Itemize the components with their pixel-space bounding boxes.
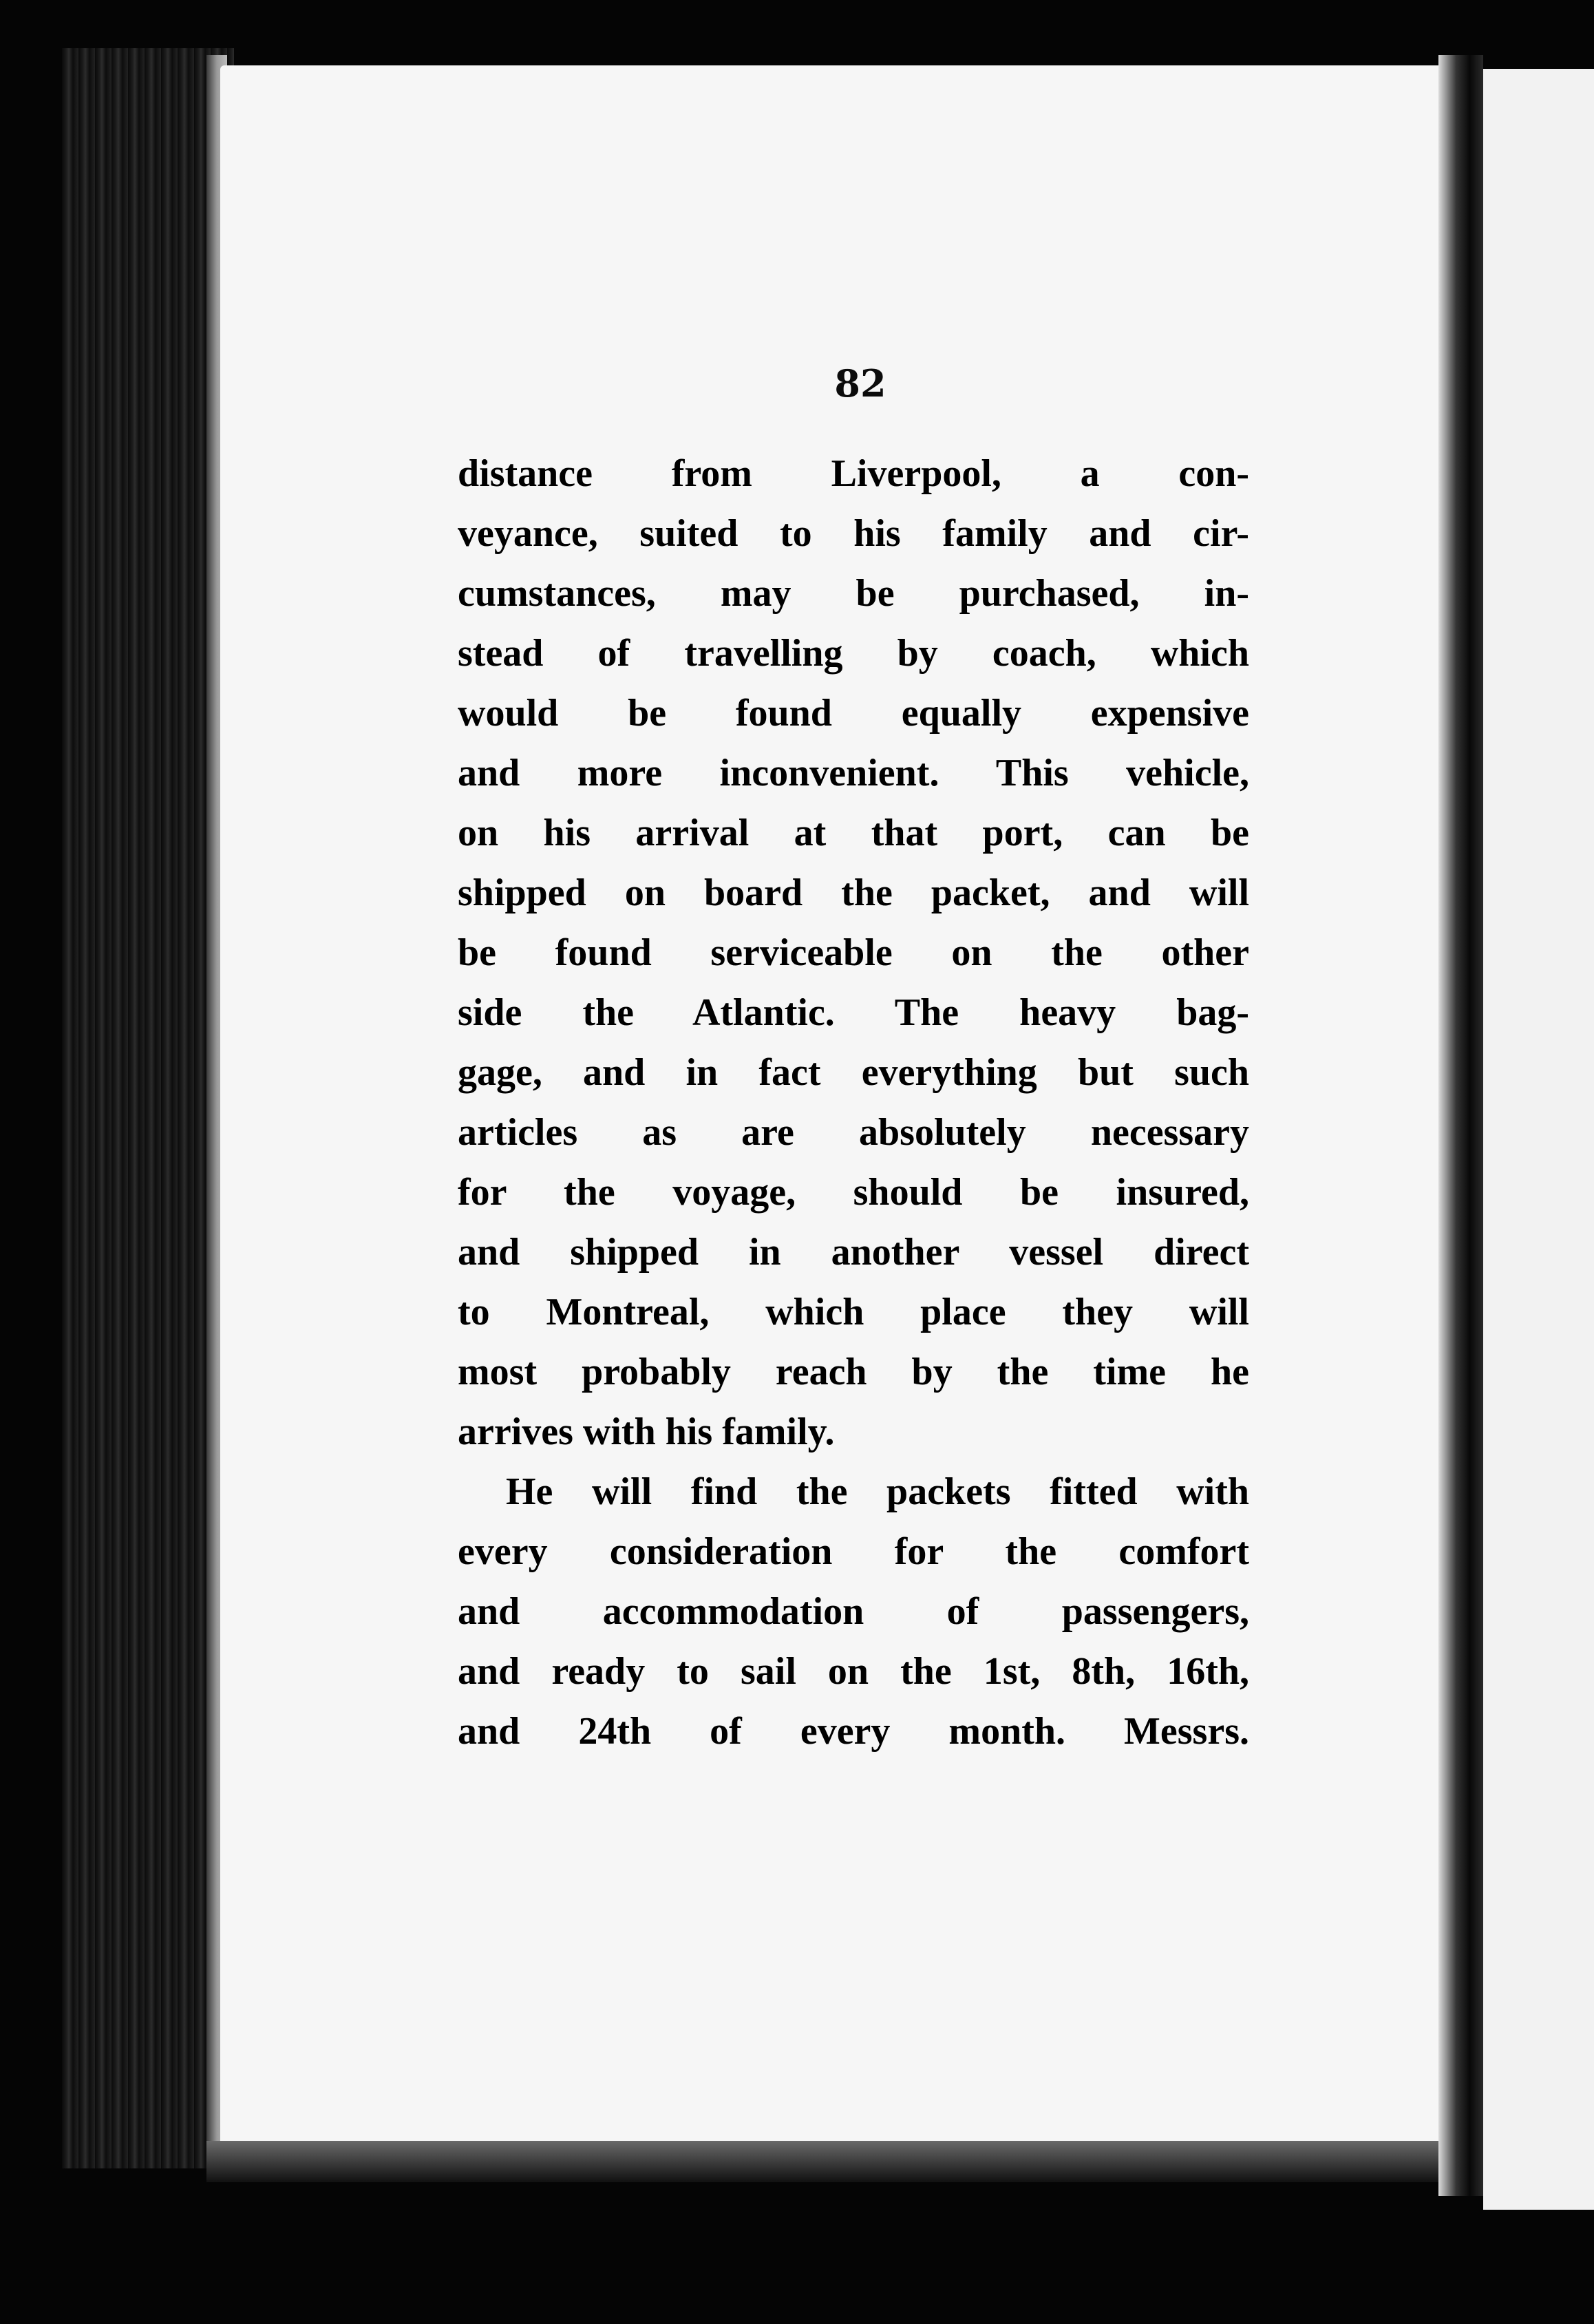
text-line: to Montreal, which place they will (458, 1291, 1249, 1333)
text-line: every consideration for the comfort (458, 1530, 1249, 1573)
text-line: and shipped in another vessel direct (458, 1231, 1249, 1274)
facing-page-sliver (1483, 69, 1594, 2210)
page-body-text (458, 444, 1249, 1762)
text-line: on his arrival at that port, can be (458, 812, 1249, 854)
text-line: veyance, suited to his family and cir- (458, 512, 1249, 555)
text-line: distance from Liverpool, a con- (458, 452, 1249, 495)
page-bottom-shadow (206, 2141, 1480, 2182)
text-line: most probably reach by the time he (458, 1351, 1249, 1393)
text-line: would be found equally expensive (458, 692, 1249, 735)
text-line: gage, and in fact everything but such (458, 1051, 1249, 1094)
text-line: be found serviceable on the other (458, 931, 1249, 974)
text-line: shipped on board the packet, and will (458, 872, 1249, 914)
text-line: and accommodation of passengers, (458, 1590, 1249, 1633)
text-line: side the Atlantic. The heavy bag- (458, 991, 1249, 1034)
text-line: and more inconvenient. This vehicle, (458, 752, 1249, 794)
text-line-paragraph-end: arrives with his family. (458, 1411, 835, 1453)
text-line: articles as are absolutely necessary (458, 1111, 1249, 1154)
text-line-paragraph-start: He will find the packets fitted with (506, 1470, 1249, 1513)
book-gutter (1438, 55, 1483, 2196)
text-line: cumstances, may be purchased, in- (458, 572, 1249, 615)
page-number: 82 (834, 361, 886, 405)
text-line: and ready to sail on the 1st, 8th, 16th, (458, 1650, 1249, 1693)
text-line: and 24th of every month. Messrs. (458, 1710, 1249, 1753)
text-line: for the voyage, should be insured, (458, 1171, 1249, 1214)
text-line: stead of travelling by coach, which (458, 632, 1249, 675)
